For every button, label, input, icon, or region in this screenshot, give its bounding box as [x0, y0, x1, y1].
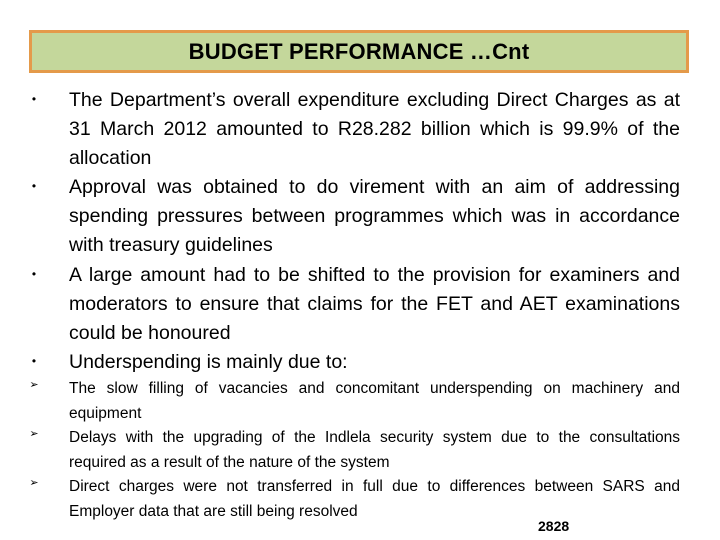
slide-title: BUDGET PERFORMANCE …Cnt — [188, 38, 530, 64]
bullet-text: Underspending is mainly due to: — [69, 351, 348, 373]
sub-bullet-text: Delays with the upgrading of the Indlela security system due to the consultations required as a result of the nature of the system — [69, 429, 680, 471]
sub-bullet-text: The slow filling of vacancies and concomitant underspending on machinery and equipment — [69, 380, 680, 422]
arrow-bullet-icon: ➢ — [29, 477, 39, 489]
sub-bullet-text: Direct charges were not transferred in full due to differences between SARS and Employer data that are still being resolved — [69, 478, 680, 520]
bullet-dot-icon: • — [31, 92, 37, 106]
arrow-bullet-icon: ➢ — [29, 379, 39, 391]
bullet-dot-icon: • — [31, 179, 37, 193]
title-banner — [29, 30, 689, 73]
bullet-text: A large amount had to be shifted to the provision for examiners and moderators to ensure that claims for the FET and AET examinations could be honoured — [69, 264, 680, 344]
page-number: 2828 — [538, 518, 570, 534]
bullet-text: Approval was obtained to do virement with an aim of addressing spending pressures between programmes which was in accordance with treasury guidelines — [69, 176, 680, 256]
bullet-text: The Department’s overall expenditure excluding Direct Charges as at 31 March 2012 amounted to R28.282 billion which is 99.9% of the allocation — [69, 89, 680, 169]
bullet-dot-icon: • — [31, 354, 37, 368]
arrow-bullet-icon: ➢ — [29, 428, 39, 440]
bullet-dot-icon: • — [31, 267, 37, 281]
